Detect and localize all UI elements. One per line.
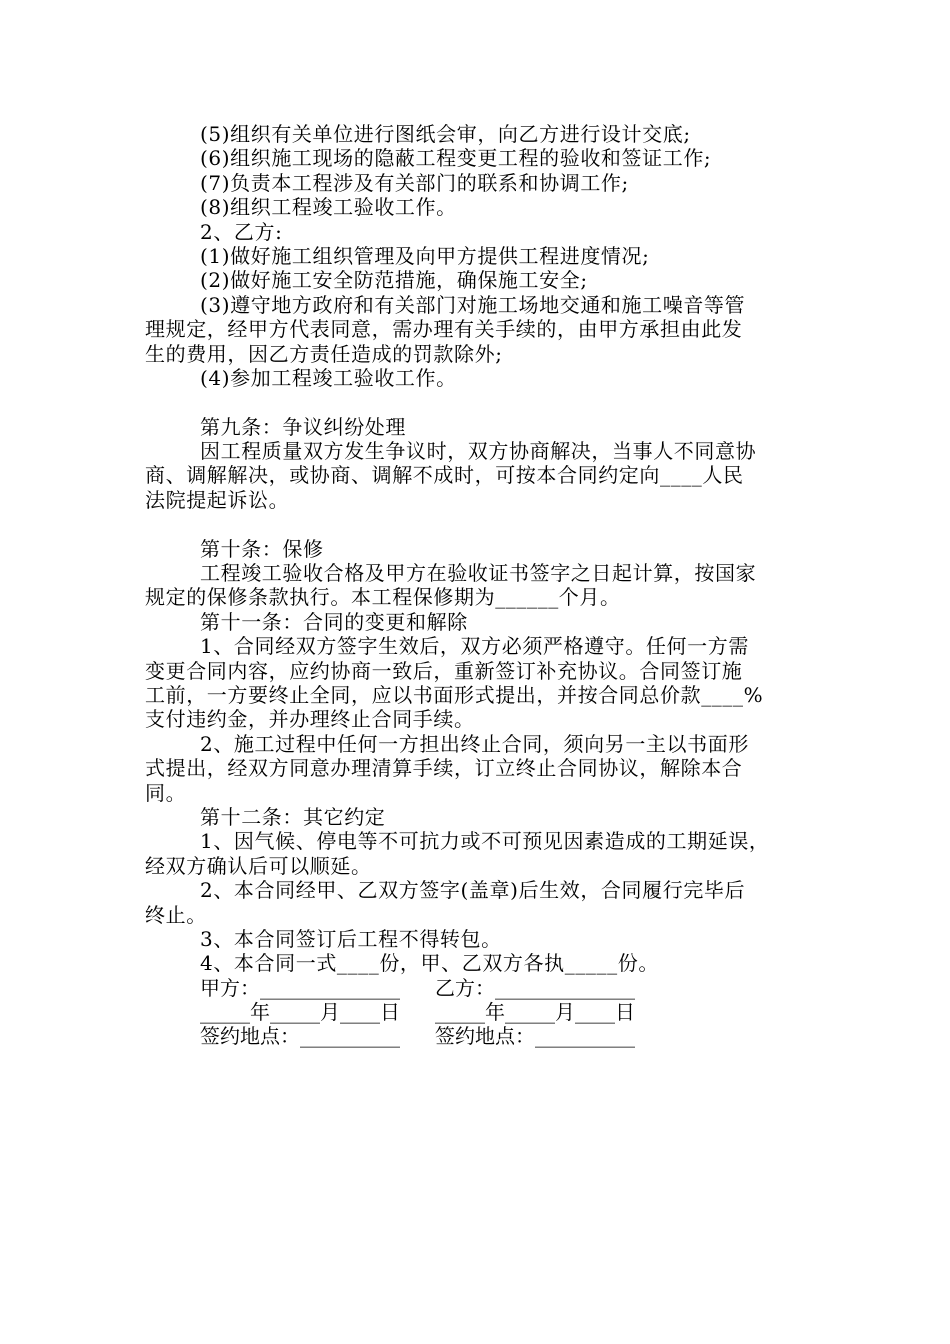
party-a-signature-line[interactable]: 甲方：______________ bbox=[200, 975, 400, 1000]
article12-text: 经双方确认后可以顺延。 bbox=[145, 853, 372, 878]
party-b-signature-line[interactable]: 乙方：______________ bbox=[435, 975, 635, 1000]
article11-text: 2、施工过程中任何一方担出终止合同，须向另一主以书面形 bbox=[200, 731, 749, 756]
article10-text: 工程竣工验收合格及甲方在验收证书签字之日起计算，按国家 bbox=[200, 561, 757, 586]
article9-text: 法院提起诉讼。 bbox=[145, 487, 290, 512]
party-a-duty-7: (7)负责本工程涉及有关部门的联系和协调工作; bbox=[200, 170, 629, 195]
party-a-date-line[interactable]: _____年_____月____日 bbox=[200, 1000, 400, 1025]
article11-title: 第十一条：合同的变更和解除 bbox=[200, 609, 468, 634]
section-spacer bbox=[145, 512, 820, 536]
article11-text: 支付违约金，并办理终止合同手续。 bbox=[145, 707, 475, 732]
article12-text: 4、本合同一式____份，甲、乙双方各执_____份。 bbox=[200, 951, 659, 976]
article11-text: 工前，一方要终止全同，应以书面形式提出，并按合同总价款____% bbox=[145, 682, 764, 707]
article9-text: 因工程质量双方发生争议时，双方协商解决，当事人不同意协 bbox=[200, 439, 757, 464]
party-b-item-2: (2)做好施工安全防范措施，确保施工安全; bbox=[200, 268, 588, 293]
article9-title: 第九条：争议纠纷处理 bbox=[200, 414, 406, 439]
party-b-item-3-cont: 理规定，经甲方代表同意，需办理有关手续的，由甲方承担由此发 bbox=[145, 317, 743, 342]
party-b-item-3: (3)遵守地方政府和有关部门对施工场地交通和施工噪音等管 bbox=[200, 292, 746, 317]
party-b-date-line[interactable]: _____年_____月____日 bbox=[435, 1000, 635, 1025]
party-a-duty-6: (6)组织施工现场的隐蔽工程变更工程的验收和签证工作; bbox=[200, 146, 712, 171]
party-a-duty-5: (5)组织有关单位进行图纸会审，向乙方进行设计交底; bbox=[200, 122, 691, 146]
party-b-place-line[interactable]: 签约地点：__________ bbox=[435, 1024, 635, 1049]
party-b-item-4: (4)参加工程竣工验收工作。 bbox=[200, 365, 457, 390]
article11-text: 同。 bbox=[145, 780, 187, 805]
article12-title: 第十二条：其它约定 bbox=[200, 804, 386, 829]
party-b-item-1: (1)做好施工组织管理及向甲方提供工程进度情况; bbox=[200, 243, 650, 268]
signature-row-place bbox=[145, 1024, 820, 1048]
article11-text: 1、合同经双方签字生效后，双方必须严格遵守。任何一方需 bbox=[200, 634, 749, 659]
contract-page bbox=[145, 122, 820, 1049]
article12-text: 2、本合同经甲、乙双方签字(盖章)后生效，合同履行完毕后 bbox=[200, 878, 746, 903]
party-a-duty-8: (8)组织工程竣工验收工作。 bbox=[200, 195, 457, 220]
article12-text: 1、因气候、停电等不可抗力或不可预见因素造成的工期延误， bbox=[200, 829, 770, 854]
article9-text: 商、调解解决，或协商、调解不成时，可按本合同约定向____人民 bbox=[145, 463, 744, 488]
article12-text: 3、本合同签订后工程不得转包。 bbox=[200, 926, 502, 951]
party-a-place-line[interactable]: 签约地点：__________ bbox=[200, 1024, 400, 1049]
article11-text: 变更合同内容，应约协商一致后，重新签订补充协议。合同签订施 bbox=[145, 658, 743, 683]
section-spacer bbox=[145, 390, 820, 414]
signature-row-date bbox=[145, 1000, 820, 1024]
party-b-heading: 2、乙方: bbox=[200, 219, 283, 244]
party-b-item-3-cont: 生的费用，因乙方责任造成的罚款除外; bbox=[145, 341, 503, 366]
article10-text: 规定的保修条款执行。本工程保修期为______个月。 bbox=[145, 585, 621, 610]
article10-title: 第十条：保修 bbox=[200, 536, 324, 561]
signature-row-party bbox=[145, 976, 820, 1000]
article12-text: 终止。 bbox=[145, 902, 207, 927]
article11-text: 式提出，经双方同意办理清算手续，订立终止合同协议，解除本合 bbox=[145, 756, 743, 781]
